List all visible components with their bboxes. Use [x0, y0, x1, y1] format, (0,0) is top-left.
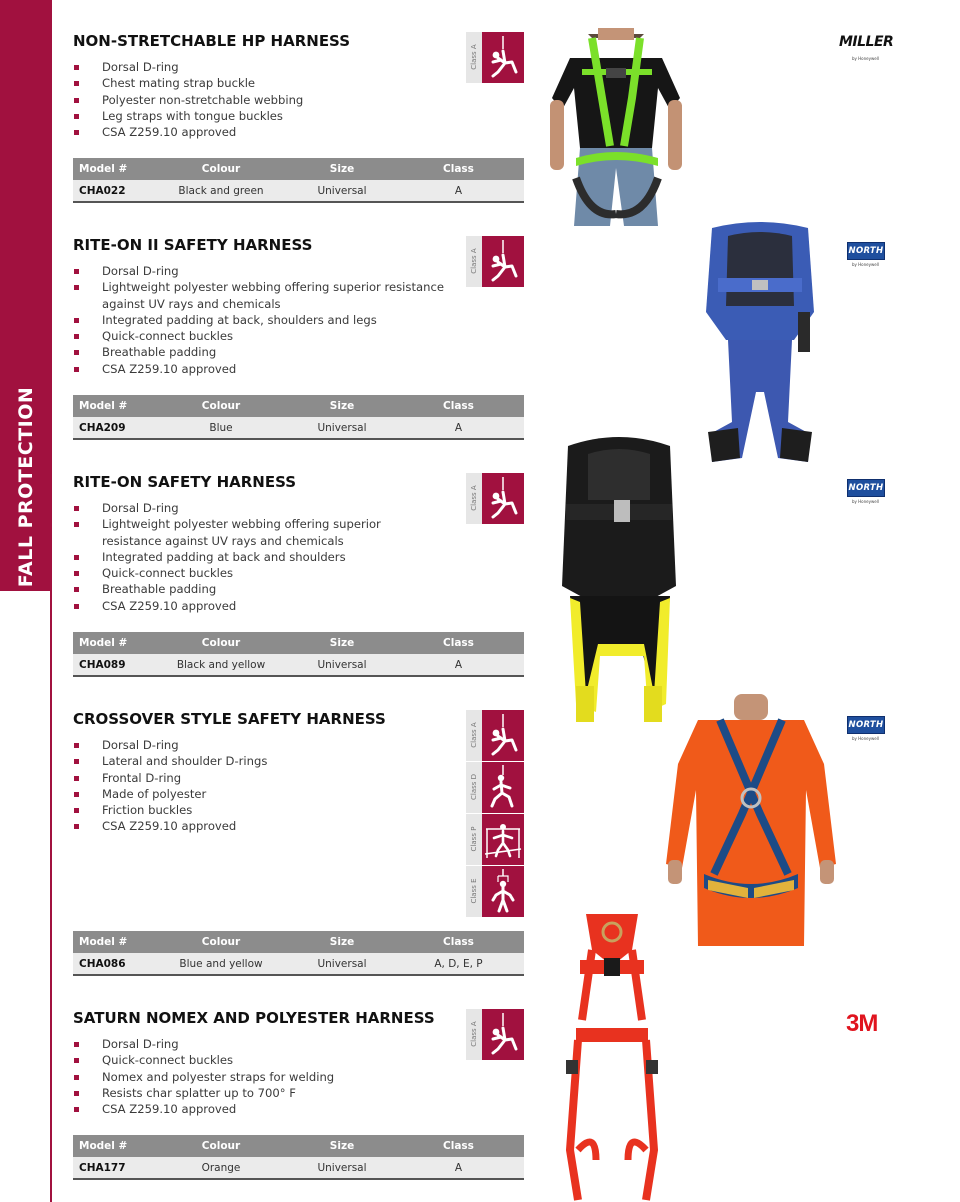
header-colour: Colour	[151, 632, 291, 654]
north-logo: NORTH	[847, 242, 885, 260]
header-colour: Colour	[151, 931, 291, 953]
cell-size: Universal	[291, 180, 393, 202]
bullet-icon	[74, 808, 79, 813]
sidebar	[0, 0, 52, 1202]
product-title: RITE-ON SAFETY HARNESS	[73, 473, 297, 491]
class-p-label: Class P	[470, 826, 478, 852]
table-header-row	[73, 1135, 524, 1157]
table-header-row	[73, 931, 524, 953]
bullet-icon	[74, 334, 79, 339]
cell-model: CHA209	[73, 417, 151, 439]
feature-item: Made of polyester	[73, 786, 463, 802]
bullet-icon	[74, 522, 79, 527]
bullet-icon	[74, 350, 79, 355]
bullet-icon	[74, 269, 79, 274]
suspension-icon	[466, 762, 524, 813]
feature-item: CSA Z259.10 approved	[73, 124, 463, 140]
table-header-row	[73, 632, 524, 654]
bullet-icon	[74, 776, 79, 781]
feature-item: Integrated padding at back and shoulders	[73, 549, 418, 565]
cell-colour: Orange	[151, 1157, 291, 1179]
product-section	[73, 710, 525, 978]
feature-list	[73, 263, 463, 377]
class-a-label: Class A	[470, 248, 478, 274]
header-model: Model #	[73, 931, 151, 953]
feature-item: Lightweight polyester webbing offering superior resistance against UV rays and chemicals	[73, 279, 463, 312]
bullet-icon	[74, 587, 79, 592]
table-row	[73, 1157, 524, 1179]
fall-arrest-icon	[466, 473, 524, 524]
feature-item: CSA Z259.10 approved	[73, 818, 463, 834]
cell-size: Universal	[291, 417, 393, 439]
bullet-icon	[74, 81, 79, 86]
feature-list	[73, 500, 418, 614]
feature-item: Lateral and shoulder D-rings	[73, 753, 463, 769]
feature-item: Nomex and polyester straps for welding	[73, 1069, 463, 1085]
harness-photo-crossover	[664, 694, 838, 946]
bullet-icon	[74, 759, 79, 764]
bullet-icon	[74, 1107, 79, 1112]
cell-model: CHA022	[73, 180, 151, 202]
header-size: Size	[291, 158, 393, 180]
header-class: Class	[393, 931, 524, 953]
product-section	[73, 1009, 525, 1184]
north-logo: NORTH	[847, 716, 885, 734]
fall-arrest-icon	[466, 710, 524, 761]
bullet-icon	[74, 114, 79, 119]
cell-class: A	[393, 654, 524, 676]
bullet-icon	[74, 1091, 79, 1096]
header-colour: Colour	[151, 158, 291, 180]
cell-colour: Black and green	[151, 180, 291, 202]
table-row	[73, 654, 524, 676]
header-class: Class	[393, 158, 524, 180]
header-model: Model #	[73, 395, 151, 417]
feature-item: Leg straps with tongue buckles	[73, 108, 463, 124]
bullet-icon	[74, 1075, 79, 1080]
feature-item: Quick-connect buckles	[73, 1052, 463, 1068]
bullet-icon	[74, 65, 79, 70]
feature-item: CSA Z259.10 approved	[73, 1101, 463, 1117]
class-icons	[466, 236, 524, 288]
table-row	[73, 953, 524, 975]
class-icons	[466, 1009, 524, 1061]
class-a-label: Class A	[470, 485, 478, 511]
header-model: Model #	[73, 1135, 151, 1157]
harness-photo-yellow	[556, 436, 682, 732]
feature-item: Quick-connect buckles	[73, 328, 463, 344]
spec-table	[73, 395, 524, 440]
class-icons	[466, 710, 524, 918]
product-section	[73, 236, 525, 441]
bullet-icon	[74, 285, 79, 290]
class-icons	[466, 473, 524, 525]
rescue-icon	[466, 866, 524, 917]
bullet-icon	[74, 367, 79, 372]
bullet-icon	[74, 506, 79, 511]
class-a-label: Class A	[470, 44, 478, 70]
north-logo: NORTH	[847, 479, 885, 497]
feature-item: Dorsal D-ring	[73, 737, 463, 753]
bullet-icon	[74, 743, 79, 748]
feature-item: Breathable padding	[73, 344, 463, 360]
cell-colour: Blue	[151, 417, 291, 439]
cell-class: A, D, E, P	[393, 953, 524, 975]
harness-photo-green	[540, 28, 692, 228]
header-colour: Colour	[151, 1135, 291, 1157]
fall-arrest-icon	[466, 1009, 524, 1060]
miller-by-honeywell: by Honeywell	[852, 56, 879, 61]
north-by-honeywell: by Honeywell	[852, 262, 879, 267]
bullet-icon	[74, 1058, 79, 1063]
sidebar-line	[50, 591, 52, 1202]
cell-class: A	[393, 180, 524, 202]
header-size: Size	[291, 395, 393, 417]
cell-size: Universal	[291, 953, 393, 975]
feature-item: Friction buckles	[73, 802, 463, 818]
feature-item: Resists char splatter up to 700° F	[73, 1085, 463, 1101]
3m-logo: 3M	[846, 1010, 878, 1037]
north-by-honeywell: by Honeywell	[852, 736, 879, 741]
cell-colour: Black and yellow	[151, 654, 291, 676]
header-size: Size	[291, 1135, 393, 1157]
class-d-label: Class D	[470, 773, 478, 801]
harness-photo-blue	[698, 222, 822, 480]
header-model: Model #	[73, 632, 151, 654]
cell-class: A	[393, 417, 524, 439]
sidebar-label: FALL PROTECTION	[15, 386, 37, 588]
spec-table	[73, 1135, 524, 1180]
cell-size: Universal	[291, 1157, 393, 1179]
product-title: CROSSOVER STYLE SAFETY HARNESS	[73, 710, 386, 728]
spec-table	[73, 931, 524, 976]
class-icons	[466, 32, 524, 84]
feature-list	[73, 59, 463, 140]
table-row	[73, 417, 524, 439]
header-size: Size	[291, 931, 393, 953]
harness-photo-orange	[556, 910, 668, 1202]
header-class: Class	[393, 395, 524, 417]
bullet-icon	[74, 604, 79, 609]
fall-arrest-icon	[466, 32, 524, 83]
fall-arrest-icon	[466, 236, 524, 287]
feature-item: Dorsal D-ring	[73, 500, 418, 516]
feature-item: Polyester non-stretchable webbing	[73, 92, 463, 108]
cell-model: CHA086	[73, 953, 151, 975]
cell-size: Universal	[291, 654, 393, 676]
bullet-icon	[74, 1042, 79, 1047]
header-class: Class	[393, 632, 524, 654]
bullet-icon	[74, 130, 79, 135]
bullet-icon	[74, 318, 79, 323]
feature-item: Integrated padding at back, shoulders and legs	[73, 312, 463, 328]
header-model: Model #	[73, 158, 151, 180]
feature-item: Chest mating strap buckle	[73, 75, 463, 91]
cell-model: CHA177	[73, 1157, 151, 1179]
feature-item: Frontal D-ring	[73, 770, 463, 786]
bullet-icon	[74, 98, 79, 103]
header-class: Class	[393, 1135, 524, 1157]
feature-item: CSA Z259.10 approved	[73, 361, 463, 377]
cell-colour: Blue and yellow	[151, 953, 291, 975]
cell-model: CHA089	[73, 654, 151, 676]
table-header-row	[73, 158, 524, 180]
feature-item: CSA Z259.10 approved	[73, 598, 418, 614]
feature-item: Dorsal D-ring	[73, 1036, 463, 1052]
class-e-label: Class E	[470, 878, 478, 904]
bullet-icon	[74, 555, 79, 560]
header-size: Size	[291, 632, 393, 654]
product-section	[73, 32, 525, 207]
feature-list	[73, 1036, 463, 1117]
feature-item: Lightweight polyester webbing offering superior resistance against UV rays and chemicals	[73, 516, 418, 549]
spec-table	[73, 632, 524, 677]
spec-table	[73, 158, 524, 203]
product-title: NON-STRETCHABLE HP HARNESS	[73, 32, 350, 50]
product-title: RITE-ON II SAFETY HARNESS	[73, 236, 313, 254]
positioning-icon	[466, 814, 524, 865]
miller-logo: MILLER	[839, 34, 894, 50]
feature-list	[73, 737, 463, 835]
product-section	[73, 473, 525, 678]
cell-class: A	[393, 1157, 524, 1179]
bullet-icon	[74, 824, 79, 829]
feature-item: Breathable padding	[73, 581, 418, 597]
table-row	[73, 180, 524, 202]
table-header-row	[73, 395, 524, 417]
bullet-icon	[74, 792, 79, 797]
bullet-icon	[74, 571, 79, 576]
class-a-label: Class A	[470, 722, 478, 748]
header-colour: Colour	[151, 395, 291, 417]
feature-item: Quick-connect buckles	[73, 565, 418, 581]
north-by-honeywell: by Honeywell	[852, 499, 879, 504]
feature-item: Dorsal D-ring	[73, 59, 463, 75]
class-a-label: Class A	[470, 1021, 478, 1047]
product-title: SATURN NOMEX AND POLYESTER HARNESS	[73, 1009, 435, 1027]
feature-item: Dorsal D-ring	[73, 263, 463, 279]
